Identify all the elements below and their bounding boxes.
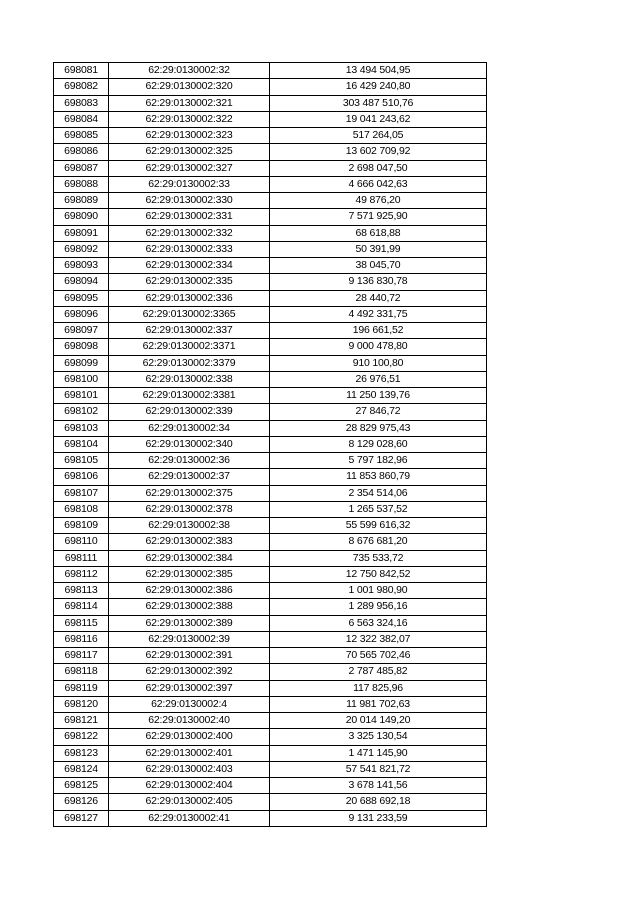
cadastral-number-cell: 62:29:0130002:39 [109,631,270,647]
cadastral-number-cell: 62:29:0130002:337 [109,323,270,339]
cadastral-value-cell: 57 541 821,72 [270,761,487,777]
cadastral-number-cell: 62:29:0130002:320 [109,79,270,95]
row-number-cell: 698094 [54,274,109,290]
row-number-cell: 698117 [54,648,109,664]
row-number-cell: 698088 [54,176,109,192]
cadastral-number-cell: 62:29:0130002:3379 [109,355,270,371]
table-row [54,680,487,696]
table-row [54,745,487,761]
cadastral-value-cell: 11 250 139,76 [270,388,487,404]
table-row [54,274,487,290]
table-row [54,111,487,127]
row-number-cell: 698083 [54,95,109,111]
cadastral-value-cell: 27 846,72 [270,404,487,420]
cadastral-value-cell: 16 429 240,80 [270,79,487,95]
row-number-cell: 698114 [54,599,109,615]
table-row [54,761,487,777]
table-row [54,501,487,517]
cadastral-number-cell: 62:29:0130002:383 [109,534,270,550]
cadastral-value-cell: 13 494 504,95 [270,63,487,79]
table-row [54,225,487,241]
table-row [54,664,487,680]
table-row [54,63,487,79]
table-row [54,128,487,144]
cadastral-value-cell: 12 322 382,07 [270,631,487,647]
table-row [54,290,487,306]
cadastral-number-cell: 62:29:0130002:400 [109,729,270,745]
table-row [54,566,487,582]
cadastral-number-cell: 62:29:0130002:340 [109,436,270,452]
cadastral-number-cell: 62:29:0130002:330 [109,193,270,209]
cadastral-number-cell: 62:29:0130002:392 [109,664,270,680]
row-number-cell: 698097 [54,323,109,339]
row-number-cell: 698109 [54,518,109,534]
cadastral-number-cell: 62:29:0130002:327 [109,160,270,176]
cadastral-number-cell: 62:29:0130002:403 [109,761,270,777]
row-number-cell: 698124 [54,761,109,777]
cadastral-number-cell: 62:29:0130002:32 [109,63,270,79]
table-row [54,599,487,615]
table-row [54,436,487,452]
table-row [54,306,487,322]
row-number-cell: 698105 [54,453,109,469]
row-number-cell: 698104 [54,436,109,452]
row-number-cell: 698127 [54,810,109,826]
cadastral-value-cell: 5 797 182,96 [270,453,487,469]
cadastral-value-cell: 2 698 047,50 [270,160,487,176]
cadastral-value-cell: 117 825,96 [270,680,487,696]
cadastral-number-cell: 62:29:0130002:405 [109,794,270,810]
cadastral-number-cell: 62:29:0130002:325 [109,144,270,160]
cadastral-number-cell: 62:29:0130002:338 [109,371,270,387]
row-number-cell: 698084 [54,111,109,127]
table-row [54,615,487,631]
row-number-cell: 698085 [54,128,109,144]
table-row [54,79,487,95]
row-number-cell: 698121 [54,713,109,729]
cadastral-number-cell: 62:29:0130002:386 [109,583,270,599]
row-number-cell: 698126 [54,794,109,810]
table-row [54,794,487,810]
table-row [54,209,487,225]
table-row [54,485,487,501]
cadastral-number-cell: 62:29:0130002:336 [109,290,270,306]
cadastral-number-cell: 62:29:0130002:34 [109,420,270,436]
cadastral-number-cell: 62:29:0130002:4 [109,696,270,712]
row-number-cell: 698113 [54,583,109,599]
cadastral-value-cell: 68 618,88 [270,225,487,241]
row-number-cell: 698103 [54,420,109,436]
row-number-cell: 698082 [54,79,109,95]
table-row [54,469,487,485]
cadastral-number-cell: 62:29:0130002:339 [109,404,270,420]
table-row [54,176,487,192]
row-number-cell: 698087 [54,160,109,176]
table-row [54,323,487,339]
table-row [54,371,487,387]
cadastral-value-cell: 28 440,72 [270,290,487,306]
cadastral-number-cell: 62:29:0130002:335 [109,274,270,290]
table-row [54,778,487,794]
cadastral-number-cell: 62:29:0130002:388 [109,599,270,615]
table-row [54,95,487,111]
cadastral-value-cell: 735 533,72 [270,550,487,566]
row-number-cell: 698081 [54,63,109,79]
table-row [54,518,487,534]
cadastral-value-cell: 20 688 692,18 [270,794,487,810]
cadastral-number-cell: 62:29:0130002:332 [109,225,270,241]
table-row [54,631,487,647]
cadastral-number-cell: 62:29:0130002:384 [109,550,270,566]
cadastral-value-cell: 20 014 149,20 [270,713,487,729]
cadastral-value-cell: 517 264,05 [270,128,487,144]
row-number-cell: 698093 [54,258,109,274]
cadastral-value-table [53,62,487,827]
table-row [54,160,487,176]
row-number-cell: 698096 [54,306,109,322]
cadastral-value-cell: 49 876,20 [270,193,487,209]
cadastral-value-cell: 38 045,70 [270,258,487,274]
table-row [54,810,487,826]
cadastral-number-cell: 62:29:0130002:385 [109,566,270,582]
cadastral-value-cell: 3 678 141,56 [270,778,487,794]
cadastral-value-cell: 9 136 830,78 [270,274,487,290]
cadastral-value-cell: 4 492 331,75 [270,306,487,322]
row-number-cell: 698110 [54,534,109,550]
row-number-cell: 698112 [54,566,109,582]
cadastral-number-cell: 62:29:0130002:37 [109,469,270,485]
cadastral-number-cell: 62:29:0130002:391 [109,648,270,664]
table-row [54,534,487,550]
row-number-cell: 698099 [54,355,109,371]
table-row [54,583,487,599]
row-number-cell: 698091 [54,225,109,241]
cadastral-value-cell: 19 041 243,62 [270,111,487,127]
row-number-cell: 698125 [54,778,109,794]
cadastral-number-cell: 62:29:0130002:323 [109,128,270,144]
row-number-cell: 698111 [54,550,109,566]
cadastral-value-cell: 7 571 925,90 [270,209,487,225]
cadastral-value-cell: 9 000 478,80 [270,339,487,355]
row-number-cell: 698122 [54,729,109,745]
row-number-cell: 698123 [54,745,109,761]
cadastral-value-cell: 8 129 028,60 [270,436,487,452]
table-row [54,550,487,566]
cadastral-value-cell: 303 487 510,76 [270,95,487,111]
row-number-cell: 698092 [54,241,109,257]
table-row [54,713,487,729]
row-number-cell: 698116 [54,631,109,647]
cadastral-value-cell: 6 563 324,16 [270,615,487,631]
table-body [54,63,487,827]
table-row [54,729,487,745]
row-number-cell: 698102 [54,404,109,420]
cadastral-value-cell: 4 666 042,63 [270,176,487,192]
cadastral-number-cell: 62:29:0130002:322 [109,111,270,127]
table-row [54,420,487,436]
cadastral-number-cell: 62:29:0130002:3381 [109,388,270,404]
cadastral-value-cell: 196 661,52 [270,323,487,339]
table-row [54,404,487,420]
table-row [54,648,487,664]
cadastral-number-cell: 62:29:0130002:333 [109,241,270,257]
cadastral-value-cell: 11 853 860,79 [270,469,487,485]
row-number-cell: 698106 [54,469,109,485]
cadastral-number-cell: 62:29:0130002:36 [109,453,270,469]
table-row [54,193,487,209]
row-number-cell: 698101 [54,388,109,404]
cadastral-value-cell: 11 981 702,63 [270,696,487,712]
cadastral-value-cell: 70 565 702,46 [270,648,487,664]
cadastral-number-cell: 62:29:0130002:375 [109,485,270,501]
row-number-cell: 698118 [54,664,109,680]
cadastral-value-cell: 12 750 842,52 [270,566,487,582]
cadastral-value-cell: 55 599 616,32 [270,518,487,534]
table-row [54,388,487,404]
row-number-cell: 698100 [54,371,109,387]
cadastral-value-cell: 28 829 975,43 [270,420,487,436]
cadastral-value-cell: 26 976,51 [270,371,487,387]
row-number-cell: 698086 [54,144,109,160]
cadastral-value-cell: 50 391,99 [270,241,487,257]
cadastral-number-cell: 62:29:0130002:3365 [109,306,270,322]
cadastral-number-cell: 62:29:0130002:397 [109,680,270,696]
cadastral-number-cell: 62:29:0130002:3371 [109,339,270,355]
cadastral-value-cell: 9 131 233,59 [270,810,487,826]
cadastral-value-cell: 1 001 980,90 [270,583,487,599]
row-number-cell: 698098 [54,339,109,355]
cadastral-number-cell: 62:29:0130002:401 [109,745,270,761]
table-row [54,453,487,469]
cadastral-value-cell: 2 354 514,06 [270,485,487,501]
cadastral-number-cell: 62:29:0130002:334 [109,258,270,274]
cadastral-value-cell: 3 325 130,54 [270,729,487,745]
table-row [54,258,487,274]
row-number-cell: 698090 [54,209,109,225]
table-row [54,144,487,160]
cadastral-number-cell: 62:29:0130002:389 [109,615,270,631]
cadastral-value-cell: 8 676 681,20 [270,534,487,550]
cadastral-value-cell: 2 787 485,82 [270,664,487,680]
cadastral-number-cell: 62:29:0130002:41 [109,810,270,826]
table-row [54,339,487,355]
cadastral-value-cell: 1 265 537,52 [270,501,487,517]
cadastral-number-cell: 62:29:0130002:378 [109,501,270,517]
row-number-cell: 698115 [54,615,109,631]
table-row [54,355,487,371]
cadastral-number-cell: 62:29:0130002:38 [109,518,270,534]
row-number-cell: 698089 [54,193,109,209]
cadastral-value-cell: 910 100,80 [270,355,487,371]
cadastral-number-cell: 62:29:0130002:331 [109,209,270,225]
cadastral-number-cell: 62:29:0130002:321 [109,95,270,111]
cadastral-value-cell: 13 602 709,92 [270,144,487,160]
row-number-cell: 698108 [54,501,109,517]
cadastral-value-cell: 1 471 145,90 [270,745,487,761]
table-row [54,696,487,712]
cadastral-value-cell: 1 289 956,16 [270,599,487,615]
row-number-cell: 698119 [54,680,109,696]
row-number-cell: 698095 [54,290,109,306]
cadastral-number-cell: 62:29:0130002:40 [109,713,270,729]
row-number-cell: 698107 [54,485,109,501]
cadastral-number-cell: 62:29:0130002:33 [109,176,270,192]
cadastral-number-cell: 62:29:0130002:404 [109,778,270,794]
row-number-cell: 698120 [54,696,109,712]
table-row [54,241,487,257]
